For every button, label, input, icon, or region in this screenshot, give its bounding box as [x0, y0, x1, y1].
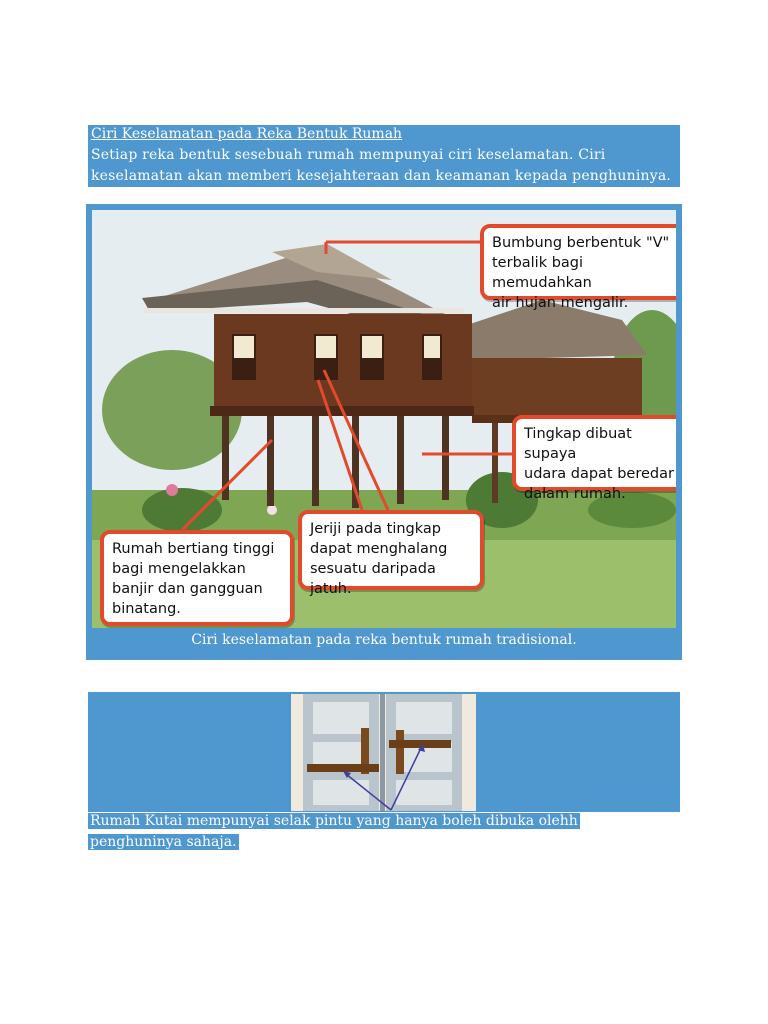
door-lock-panel [88, 692, 680, 812]
traditional-house-illustration [92, 210, 676, 628]
intro-paragraph: Setiap reka bentuk sesebuah rumah mempunyai ciri keselamatan. Ciri keselamatan akan memberi kesejahteraan dan keamanan kepada penghuninya. [91, 147, 672, 184]
house-figure-panel [86, 204, 682, 660]
section-title[interactable]: Ciri Keselamatan pada Reka Bentuk Rumah [91, 126, 403, 142]
callout-window-bars: Jeriji pada tingkap dapat menghalang sesuatu daripada jatuh. [298, 510, 484, 590]
callout-pillar: Rumah bertiang tinggi bagi mengelakkan banjir dan gangguan binatang. [100, 530, 294, 626]
callout-window: Tingkap dibuat supaya udara dapat beredar dalam rumah. [512, 415, 676, 491]
door-lock-caption-text: Rumah Kutai mempunyai selak pintu yang hanya boleh dibuka olehh penghuninya sahaja. [90, 813, 578, 850]
door-lock-illustration [291, 694, 476, 811]
figure-caption: Ciri keselamatan pada reka bentuk rumah tradisional. [191, 632, 577, 648]
intro-panel [88, 125, 680, 187]
door-lock-image [291, 694, 476, 811]
callout-roof: Bumbung berbentuk "V" terbalik bagi memudahkan air hujan mengalir. [480, 224, 676, 300]
door-lock-caption [88, 811, 628, 853]
